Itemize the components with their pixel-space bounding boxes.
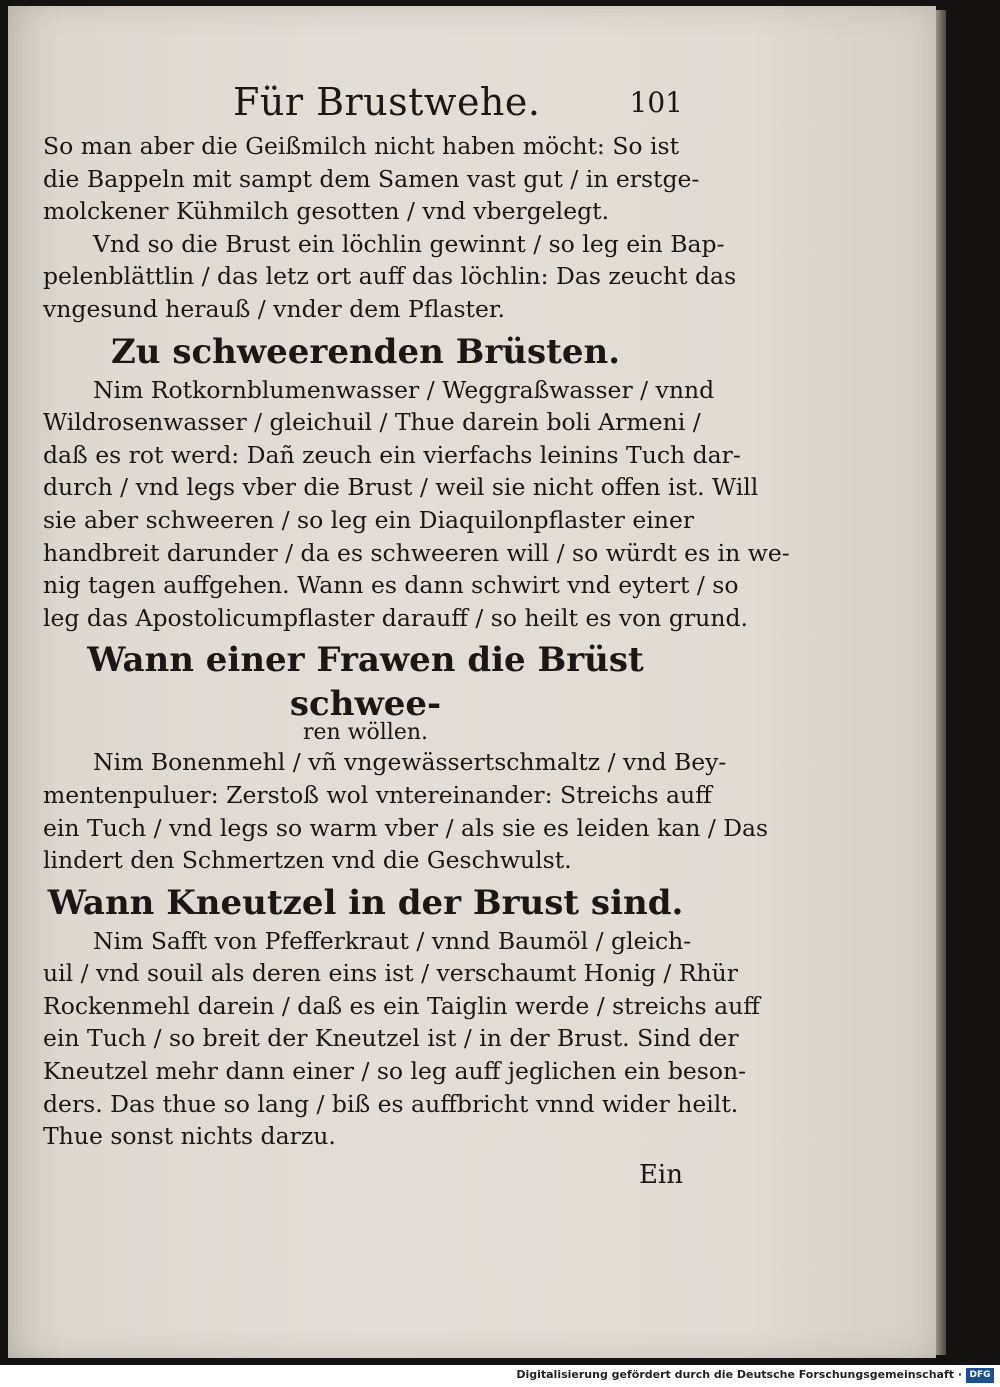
paragraph-section4 bbox=[43, 925, 760, 1153]
paragraph-section1 bbox=[43, 130, 737, 326]
page-text bbox=[43, 80, 790, 1195]
page-edge bbox=[936, 10, 946, 1355]
section-heading-continuation: ren wöllen. bbox=[302, 720, 429, 746]
text-line: ein Tuch / vnd legs so warm vber / als sie es leiden kan / Das bbox=[43, 813, 769, 842]
text-line: nig tagen auffgehen. Wann es dann schwirt vnd eytert / so bbox=[43, 571, 739, 600]
text-line: lindert den Schmertzen vnd die Geschwulst. bbox=[43, 846, 572, 875]
text-line: Kneutzel mehr dann einer / so leg auff jeglichen ein beson- bbox=[43, 1057, 747, 1086]
text-line: vngesund herauß / vnder dem Pflaster. bbox=[43, 294, 505, 323]
text-line: Thue sonst nichts darzu. bbox=[43, 1122, 336, 1151]
section-heading: Zu schweerenden Brüsten. bbox=[110, 331, 621, 372]
text-line: Nim Bonenmehl / vñ vngewässertschmaltz / vnd Bey- bbox=[93, 748, 727, 777]
text-line: Rockenmehl darein / daß es ein Taiglin werde / streichs auff bbox=[43, 991, 760, 1020]
paragraph-section3 bbox=[43, 746, 769, 876]
text-line: die Bappeln mit sampt dem Samen vast gut / in erstge- bbox=[43, 164, 700, 193]
text-line: daß es rot werd: Dañ zeuch ein vierfachs leinins Tuch dar- bbox=[43, 440, 741, 469]
text-line: durch / vnd legs vber die Brust / weil sie nicht offen ist. Will bbox=[43, 473, 759, 502]
text-line: uil / vnd souil als deren eins ist / verschaumt Honig / Rhür bbox=[43, 959, 739, 988]
text-line: ein Tuch / so breit der Kneutzel ist / in der Brust. Sind der bbox=[43, 1024, 739, 1053]
text-line: Nim Rotkornblumenwasser / Weggraßwasser / vnnd bbox=[93, 375, 715, 404]
text-line: leg das Apostolicumpflaster darauff / so heilt es von grund. bbox=[43, 603, 748, 632]
text-line: pelenblättlin / das letz ort auff das löchlin: Das zeucht das bbox=[43, 262, 737, 291]
section-heading: Wann einer Frawen die Brüst schwee- bbox=[87, 640, 644, 725]
text-line: Vnd so die Brust ein löchlin gewinnt / so leg ein Bap- bbox=[93, 229, 725, 258]
text-line: handbreit darunder / da es schweeren will / so würdt es in we- bbox=[43, 538, 790, 567]
running-title: Für Brustwehe. bbox=[233, 80, 541, 124]
text-line: molckener Kühmilch gesotten / vnd vbergelegt. bbox=[43, 197, 610, 226]
text-line: Nim Safft von Pfefferkraut / vnnd Baumöl / gleich- bbox=[93, 926, 692, 955]
page-number: 101 bbox=[629, 86, 683, 119]
footer-bar bbox=[0, 1365, 1000, 1387]
paragraph-section2 bbox=[43, 374, 790, 635]
section-heading: Wann Kneutzel in der Brust sind. bbox=[47, 882, 684, 923]
catchword: Ein bbox=[638, 1159, 683, 1190]
running-head bbox=[43, 80, 688, 130]
text-line: mentenpuluer: Zerstoß wol vntereinander: Streichs auff bbox=[43, 780, 712, 809]
text-line: ders. Das thue so lang / biß es auffbricht vnnd wider heilt. bbox=[43, 1089, 739, 1118]
text-line: sie aber schweeren / so leg ein Diaquilonpflaster einer bbox=[43, 505, 695, 534]
text-line: So man aber die Geißmilch nicht haben möcht: So ist bbox=[43, 132, 680, 160]
funding-credit: Digitalisierung gefördert durch die Deutsche Forschungsgemeinschaft · bbox=[516, 1368, 962, 1381]
text-line: Wildrosenwasser / gleichuil / Thue darein boli Armeni / bbox=[43, 408, 701, 437]
dfg-logo-icon: DFG bbox=[966, 1368, 994, 1383]
